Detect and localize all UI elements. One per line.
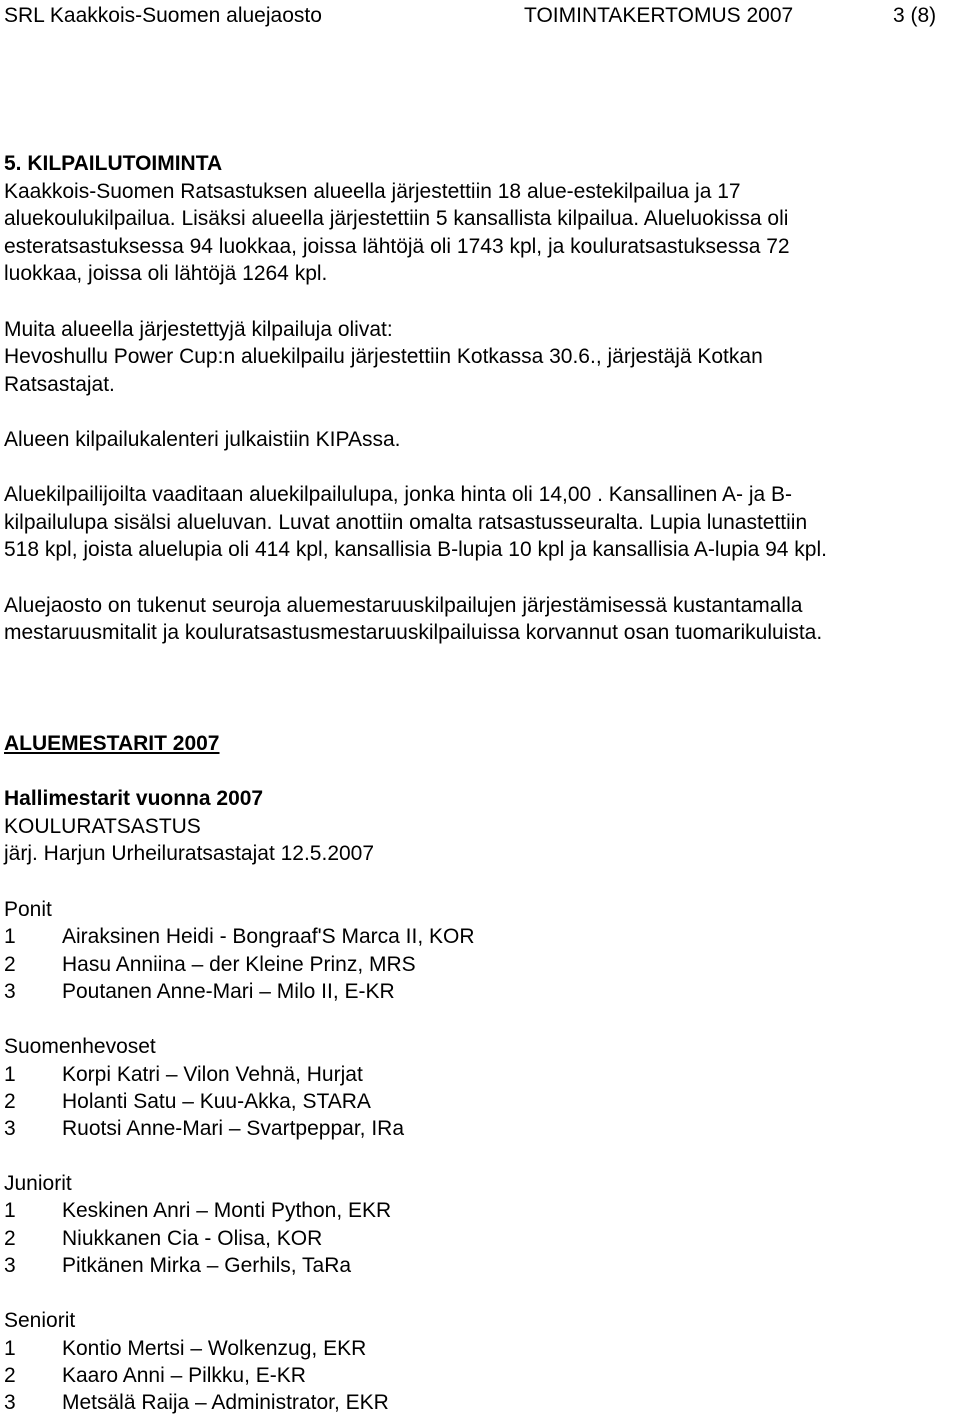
result-rank: 2 xyxy=(4,953,16,976)
result-text: Holanti Satu – Kuu-Akka, STARA xyxy=(62,1090,371,1113)
result-text: Hasu Anniina – der Kleine Prinz, MRS xyxy=(62,953,416,976)
license-paragraph-line: 518 kpl, joista aluelupia oli 414 kpl, kansallisia B-lupia 10 kpl ja kansallisia A-lupia 94 kpl. xyxy=(4,538,827,561)
class-heading-juniorit: Juniorit xyxy=(4,1172,72,1195)
class-heading-ponit: Ponit xyxy=(4,898,52,921)
result-text: Kaaro Anni – Pilkku, E-KR xyxy=(62,1364,306,1387)
result-text: Keskinen Anri – Monti Python, EKR xyxy=(62,1199,392,1222)
support-paragraph-line: Aluejaosto on tukenut seuroja aluemestaruuskilpailujen järjestämisessä kustantamalla xyxy=(4,594,803,617)
result-rank: 3 xyxy=(4,980,16,1003)
class-heading-suomenhevoset: Suomenhevoset xyxy=(4,1035,156,1058)
intro-paragraph-line: luokkaa, joissa oli lähtöjä 1264 kpl. xyxy=(4,262,328,285)
result-text: Niukkanen Cia - Olisa, KOR xyxy=(62,1227,323,1250)
result-row xyxy=(4,978,395,1006)
result-row xyxy=(4,1362,306,1390)
other-competitions-line: Ratsastajat. xyxy=(4,373,115,396)
section-title: 5. KILPAILUTOIMINTA xyxy=(4,152,223,175)
calendar-line: Alueen kilpailukalenteri julkaistiin KIPAssa. xyxy=(4,428,401,451)
champions-title: ALUEMESTARIT 2007 xyxy=(4,732,220,755)
result-rank: 3 xyxy=(4,1391,16,1414)
result-text: Kontio Mertsi – Wolkenzug, EKR xyxy=(62,1337,367,1360)
result-row xyxy=(4,1335,366,1363)
header-organization: SRL Kaakkois-Suomen aluejaosto xyxy=(4,4,322,27)
discipline-heading: KOULURATSASTUS xyxy=(4,815,201,838)
organizer-line: järj. Harjun Urheiluratsastajat 12.5.2007 xyxy=(4,842,375,865)
result-row xyxy=(4,951,416,979)
intro-paragraph-line: aluekoulukilpailua. Lisäksi alueella järjestettiin 5 kansallista kilpailua. Alueluokissa oli xyxy=(4,207,789,230)
result-rank: 1 xyxy=(4,925,16,948)
support-paragraph-line: mestaruusmitalit ja kouluratsastusmestaruuskilpailuissa korvannut osan tuomarikuluista. xyxy=(4,621,823,644)
result-text: Ruotsi Anne-Mari – Svartpeppar, IRa xyxy=(62,1117,405,1140)
result-row xyxy=(4,1197,391,1225)
result-rank: 2 xyxy=(4,1227,16,1250)
result-text: Airaksinen Heidi - Bongraaf'S Marca II, KOR xyxy=(62,925,475,948)
result-row xyxy=(4,1115,404,1143)
page-header xyxy=(4,4,956,34)
class-heading-seniorit: Seniorit xyxy=(4,1309,76,1332)
result-text: Pitkänen Mirka – Gerhils, TaRa xyxy=(62,1254,352,1277)
result-text: Metsälä Raija – Administrator, EKR xyxy=(62,1391,389,1414)
result-rank: 3 xyxy=(4,1254,16,1277)
result-rank: 2 xyxy=(4,1090,16,1113)
champions-subtitle: Hallimestarit vuonna 2007 xyxy=(4,787,264,810)
intro-paragraph-line: esteratsastuksessa 94 luokkaa, joissa lähtöjä oli 1743 kpl, ja kouluratsastuksessa 72 xyxy=(4,235,790,258)
result-rank: 2 xyxy=(4,1364,16,1387)
other-competitions-line: Muita alueella järjestettyjä kilpailuja olivat: xyxy=(4,318,393,341)
result-rank: 3 xyxy=(4,1117,16,1140)
intro-paragraph-line: Kaakkois-Suomen Ratsastuksen alueella järjestettiin 18 alue-estekilpailua ja 17 xyxy=(4,180,741,203)
header-document-title: TOIMINTAKERTOMUS 2007 xyxy=(524,4,794,27)
result-row xyxy=(4,1252,351,1280)
result-row xyxy=(4,923,475,951)
header-page-number: 3 (8) xyxy=(893,4,937,27)
result-rank: 1 xyxy=(4,1199,16,1222)
result-row xyxy=(4,1389,389,1417)
result-rank: 1 xyxy=(4,1063,16,1086)
result-rank: 1 xyxy=(4,1337,16,1360)
result-row xyxy=(4,1061,363,1089)
result-row xyxy=(4,1088,371,1116)
result-text: Korpi Katri – Vilon Vehnä, Hurjat xyxy=(62,1063,363,1086)
license-paragraph-line: kilpailulupa sisälsi alueluvan. Luvat anottiin omalta ratsastusseuralta. Lupia lunastettiin xyxy=(4,511,808,534)
result-row xyxy=(4,1225,322,1253)
other-competitions-line: Hevoshullu Power Cup:n aluekilpailu järjestettiin Kotkassa 30.6., järjestäjä Kotkan xyxy=(4,345,763,368)
license-paragraph-line: Aluekilpailijoilta vaaditaan aluekilpailulupa, jonka hinta oli 14,00 . Kansallinen A- ja B- xyxy=(4,483,793,506)
result-text: Poutanen Anne-Mari – Milo II, E-KR xyxy=(62,980,395,1003)
